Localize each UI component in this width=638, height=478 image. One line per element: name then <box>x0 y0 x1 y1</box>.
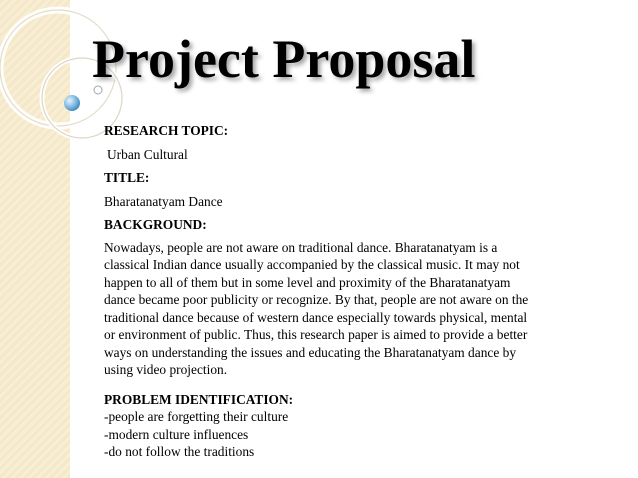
problem-item: -do not follow the traditions <box>104 444 255 459</box>
background-label: BACKGROUND: <box>104 217 207 232</box>
title-value: Bharatanatyam Dance <box>104 193 223 209</box>
problem-item: -modern culture influences <box>104 426 249 442</box>
slide-title: Project Proposal <box>92 29 476 89</box>
slide-body <box>104 122 534 461</box>
title-label: TITLE: <box>104 170 150 185</box>
research-topic-label: RESEARCH TOPIC: <box>104 123 229 138</box>
problem-identification-label: PROBLEM IDENTIFICATION: <box>104 391 294 407</box>
research-topic-value: Urban Cultural <box>107 146 188 162</box>
decorative-side-band <box>0 0 70 478</box>
problem-item: -people are forgetting their culture <box>104 409 289 424</box>
background-text: Nowadays, people are not aware on traditional dance. Bharatanatyam is a classical Indian dance usually accompanied by the classical music. It may not happen to all of them but in some level and proximity of the Bharatanatyam dance became poor publicity or recognize. By that, people are not aware on the traditional dance because of western dance especially towards physical, mental or environment of public. Thus, this research paper is aimed to provide a better ways on understanding the issues and educating the Bharatanatyam dance by using video projection. <box>104 239 529 377</box>
